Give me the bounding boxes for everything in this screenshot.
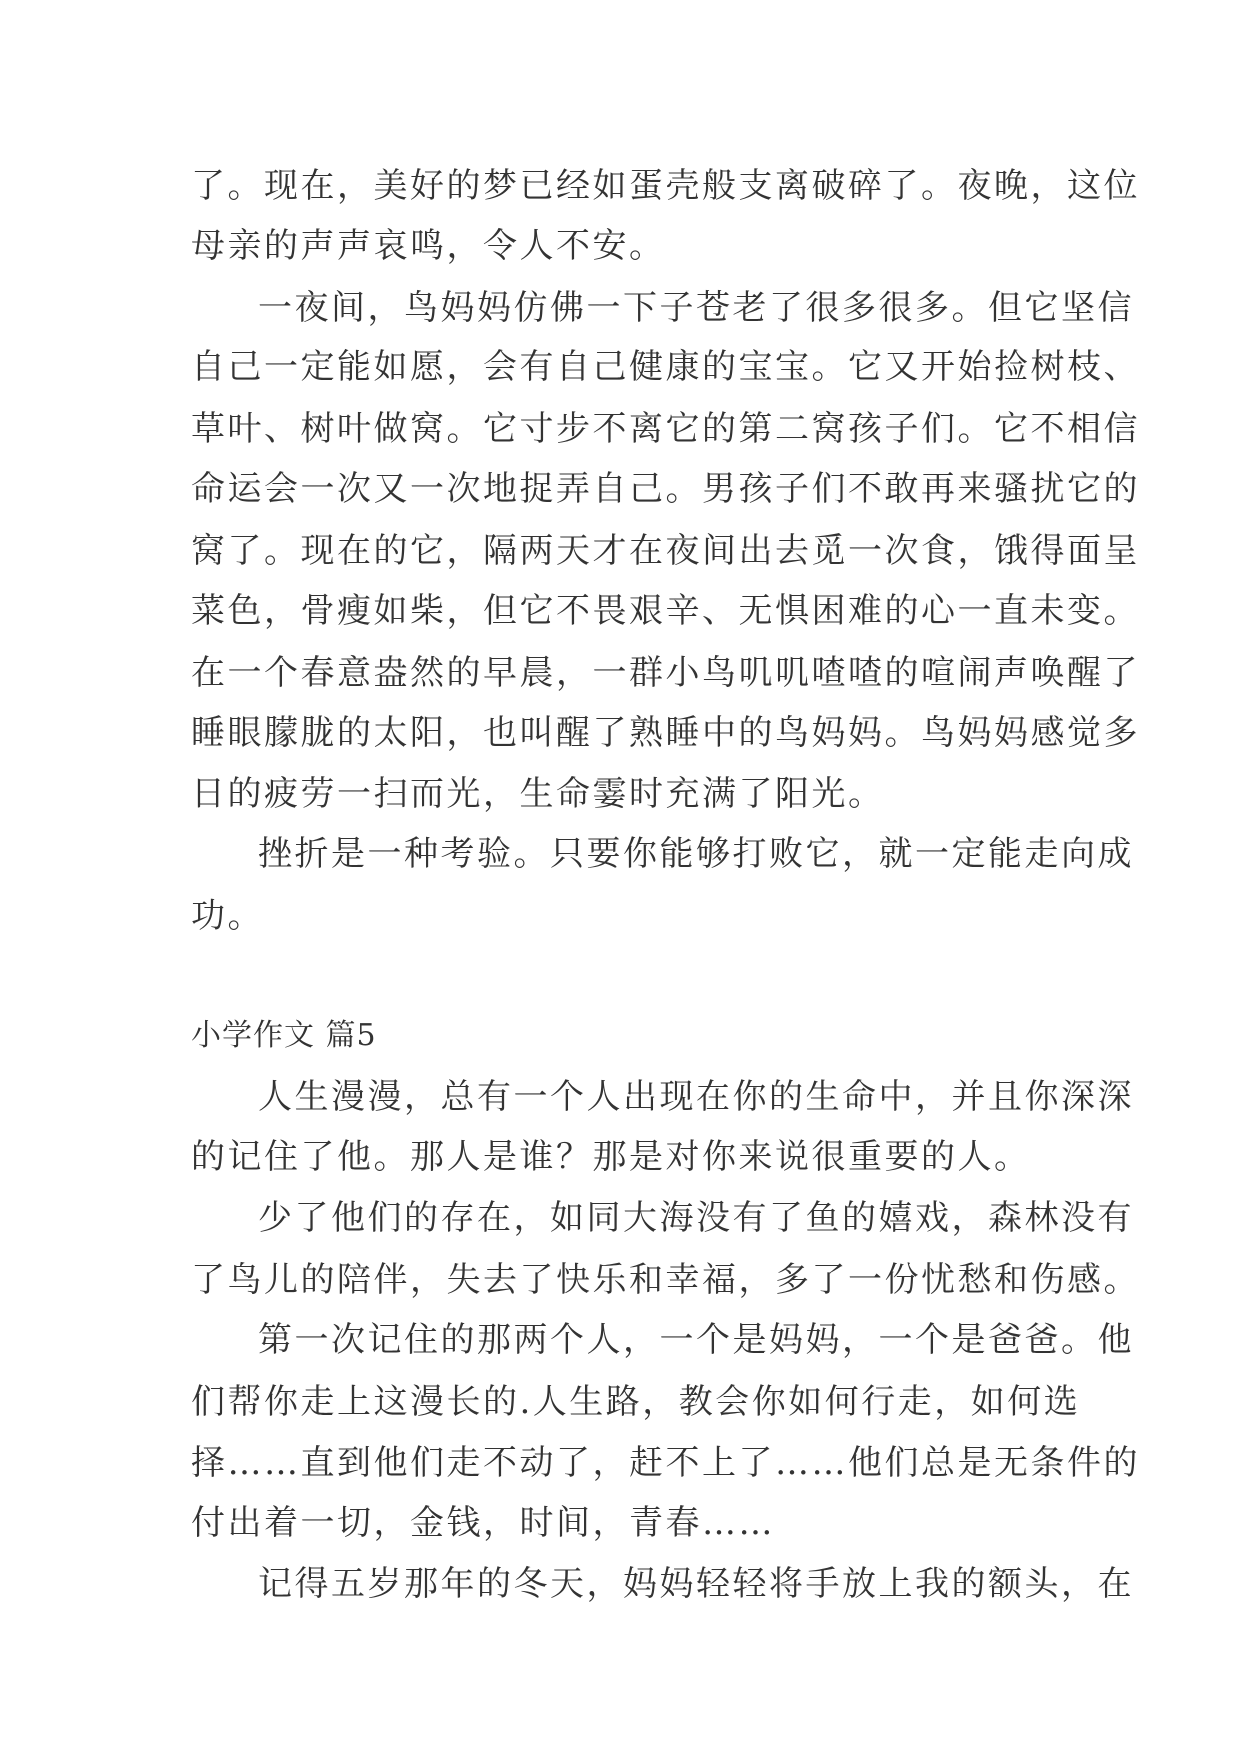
- text-line: 窝了。现在的它，隔两天才在夜间出去觅一次食，饿得面呈: [191, 531, 1140, 571]
- text-line: 日的疲劳一扫而光，生命霎时充满了阳光。: [191, 774, 885, 814]
- text-line: 一夜间，鸟妈妈仿佛一下子苍老了很多很多。但它坚信: [258, 288, 1134, 328]
- text-line: 母亲的声声哀鸣，令人不安。: [191, 226, 666, 266]
- text-line: 们帮你走上这漫长的.人生路，教会你如何行走，如何选: [191, 1382, 1081, 1422]
- text-line: 功。: [191, 896, 264, 936]
- text-line: 挫折是一种考验。只要你能够打败它，就一定能走向成: [258, 834, 1134, 874]
- text-line: 菜色，骨瘦如柴，但它不畏艰辛、无惧困难的心一直未变。: [191, 591, 1140, 631]
- text-line: 了鸟儿的陪伴，失去了快乐和幸福，多了一份忧愁和伤感。: [191, 1260, 1140, 1300]
- section-heading: 小学作文 篇5: [191, 1018, 377, 1053]
- text-line: 记得五岁那年的冬天，妈妈轻轻将手放上我的额头，在: [258, 1564, 1134, 1604]
- text-line: 择……直到他们走不动了，赶不上了……他们总是无条件的: [191, 1443, 1140, 1483]
- text-line: 第一次记住的那两个人，一个是妈妈，一个是爸爸。他: [258, 1320, 1134, 1360]
- text-line: 了。现在，美好的梦已经如蛋壳般支离破碎了。夜晚，这位: [191, 166, 1140, 206]
- text-line: 人生漫漫，总有一个人出现在你的生命中，并且你深深: [258, 1077, 1134, 1117]
- text-line: 草叶、树叶做窝。它寸步不离它的第二窝孩子们。它不相信: [191, 409, 1140, 449]
- text-line: 付出着一切，金钱，时间，青春……: [191, 1503, 775, 1543]
- text-line: 在一个春意盎然的早晨，一群小鸟叽叽喳喳的喧闹声唤醒了: [191, 653, 1140, 693]
- text-line: 睡眼朦胧的太阳，也叫醒了熟睡中的鸟妈妈。鸟妈妈感觉多: [191, 713, 1140, 753]
- text-line: 的记住了他。那人是谁？那是对你来说很重要的人。: [191, 1137, 1031, 1177]
- text-line: 命运会一次又一次地捉弄自己。男孩子们不敢再来骚扰它的: [191, 469, 1140, 509]
- text-line: 少了他们的存在，如同大海没有了鱼的嬉戏，森林没有: [258, 1198, 1134, 1238]
- text-line: 自己一定能如愿，会有自己健康的宝宝。它又开始捡树枝、: [191, 347, 1140, 387]
